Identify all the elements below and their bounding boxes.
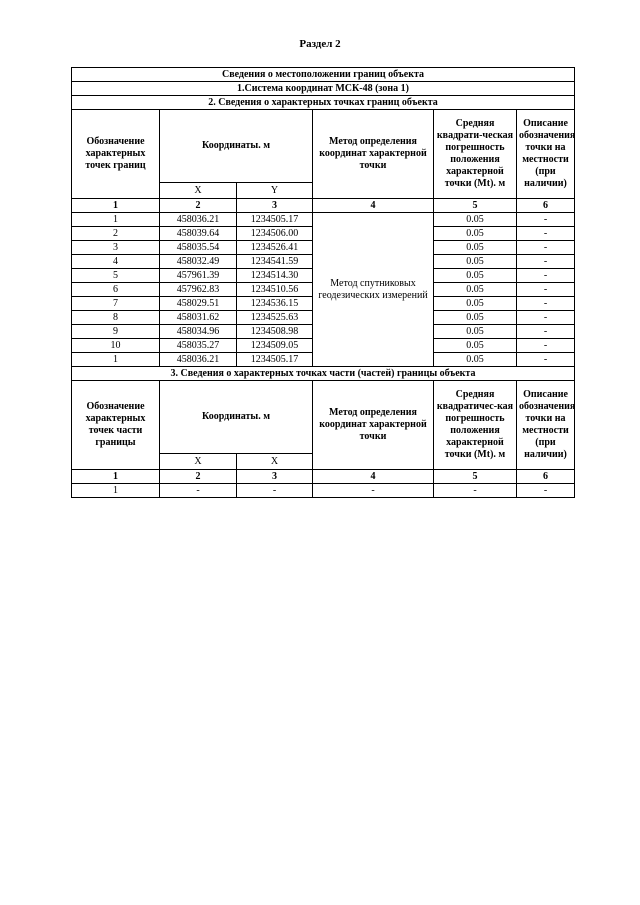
coord-y-cell: 1234514.30 xyxy=(237,269,313,283)
boundary-table xyxy=(71,67,575,498)
accuracy-cell: 0.05 xyxy=(434,297,517,311)
table-row xyxy=(72,484,575,498)
section2-header-row xyxy=(72,110,575,183)
coord-y-cell: 1234509.05 xyxy=(237,339,313,353)
index-cell: 4 xyxy=(313,470,434,484)
point-number-cell: 1 xyxy=(72,213,160,227)
header-point: Обозначение характерных точек части границы xyxy=(72,381,160,470)
description-cell: - xyxy=(517,213,575,227)
coord-x-cell: 458036.21 xyxy=(160,353,237,367)
point-number-cell: 5 xyxy=(72,269,160,283)
header-method: Метод определения координат характерной точки xyxy=(313,110,434,199)
header-accuracy: Средняя квадратичес-кая погрешность положения характерной точки (Mt). м xyxy=(434,381,517,470)
description-cell: - xyxy=(517,484,575,498)
section3-index-row xyxy=(72,470,575,484)
coord-y-cell: 1234526.41 xyxy=(237,241,313,255)
coord-x-cell: 457962.83 xyxy=(160,283,237,297)
table-title-row xyxy=(72,68,575,82)
point-number-cell: 1 xyxy=(72,484,160,498)
description-cell: - xyxy=(517,297,575,311)
table-row xyxy=(72,213,575,227)
description-cell: - xyxy=(517,255,575,269)
header-y: X xyxy=(237,454,313,470)
accuracy-cell: 0.05 xyxy=(434,241,517,255)
accuracy-cell: 0.05 xyxy=(434,325,517,339)
coord-y-cell: 1234541.59 xyxy=(237,255,313,269)
coord-x-cell: 458031.62 xyxy=(160,311,237,325)
header-accuracy: Средняя квадрати-ческая погрешность положения характерной точки (Mt). м xyxy=(434,110,517,199)
coord-x-cell: 458034.96 xyxy=(160,325,237,339)
coord-y-cell: - xyxy=(237,484,313,498)
section2-index-row xyxy=(72,199,575,213)
accuracy-cell: 0.05 xyxy=(434,283,517,297)
coord-x-cell: - xyxy=(160,484,237,498)
index-cell: 3 xyxy=(237,470,313,484)
page-heading: Раздел 2 xyxy=(299,38,341,50)
description-cell: - xyxy=(517,339,575,353)
coord-x-cell: 458039.64 xyxy=(160,227,237,241)
description-cell: - xyxy=(517,283,575,297)
accuracy-cell: 0.05 xyxy=(434,269,517,283)
accuracy-cell: - xyxy=(434,484,517,498)
header-method: Метод определения координат характерной точки xyxy=(313,381,434,470)
point-number-cell: 4 xyxy=(72,255,160,269)
index-cell: 1 xyxy=(72,470,160,484)
accuracy-cell: 0.05 xyxy=(434,213,517,227)
coordinate-system-label: 1.Система координат МСК-48 (зона 1) xyxy=(72,82,575,96)
coord-x-cell: 458035.54 xyxy=(160,241,237,255)
section1-row xyxy=(72,82,575,96)
header-x: X xyxy=(160,454,237,470)
table-title: Сведения о местоположении границ объекта xyxy=(72,68,575,82)
header-point: Обозначение характерных точек границ xyxy=(72,110,160,199)
header-coords: Координаты. м xyxy=(160,381,313,454)
coord-x-cell: 458029.51 xyxy=(160,297,237,311)
coord-y-cell: 1234508.98 xyxy=(237,325,313,339)
coord-x-cell: 458035.27 xyxy=(160,339,237,353)
header-description: Описание обозначения точки на местности (при наличии) xyxy=(517,381,575,470)
header-description: Описание обозначения точки на местности (при наличии) xyxy=(517,110,575,199)
index-cell: 4 xyxy=(313,199,434,213)
coord-y-cell: 1234505.17 xyxy=(237,213,313,227)
index-cell: 2 xyxy=(160,470,237,484)
index-cell: 6 xyxy=(517,470,575,484)
section2-label: 2. Сведения о характерных точках границ объекта xyxy=(72,96,575,110)
coord-y-cell: 1234525.63 xyxy=(237,311,313,325)
coord-y-cell: 1234536.15 xyxy=(237,297,313,311)
accuracy-cell: 0.05 xyxy=(434,311,517,325)
point-number-cell: 6 xyxy=(72,283,160,297)
accuracy-cell: 0.05 xyxy=(434,255,517,269)
method-cell: Метод спутниковых геодезических измерений xyxy=(313,213,434,367)
description-cell: - xyxy=(517,325,575,339)
description-cell: - xyxy=(517,353,575,367)
point-number-cell: 3 xyxy=(72,241,160,255)
description-cell: - xyxy=(517,269,575,283)
description-cell: - xyxy=(517,227,575,241)
header-y: Y xyxy=(237,183,313,199)
coord-x-cell: 458032.49 xyxy=(160,255,237,269)
index-cell: 5 xyxy=(434,199,517,213)
method-cell: - xyxy=(313,484,434,498)
coord-y-cell: 1234506.00 xyxy=(237,227,313,241)
header-coords: Координаты. м xyxy=(160,110,313,183)
point-number-cell: 2 xyxy=(72,227,160,241)
section3-header-row xyxy=(72,381,575,454)
section3-row xyxy=(72,367,575,381)
index-cell: 5 xyxy=(434,470,517,484)
index-cell: 1 xyxy=(72,199,160,213)
accuracy-cell: 0.05 xyxy=(434,353,517,367)
header-x: X xyxy=(160,183,237,199)
coord-x-cell: 457961.39 xyxy=(160,269,237,283)
section2-row xyxy=(72,96,575,110)
coord-y-cell: 1234505.17 xyxy=(237,353,313,367)
accuracy-cell: 0.05 xyxy=(434,339,517,353)
point-number-cell: 10 xyxy=(72,339,160,353)
description-cell: - xyxy=(517,241,575,255)
accuracy-cell: 0.05 xyxy=(434,227,517,241)
index-cell: 6 xyxy=(517,199,575,213)
description-cell: - xyxy=(517,311,575,325)
point-number-cell: 9 xyxy=(72,325,160,339)
section3-label: 3. Сведения о характерных точках части (частей) границы объекта xyxy=(72,367,575,381)
index-cell: 2 xyxy=(160,199,237,213)
point-number-cell: 7 xyxy=(72,297,160,311)
coord-x-cell: 458036.21 xyxy=(160,213,237,227)
coord-y-cell: 1234510.56 xyxy=(237,283,313,297)
point-number-cell: 8 xyxy=(72,311,160,325)
index-cell: 3 xyxy=(237,199,313,213)
point-number-cell: 1 xyxy=(72,353,160,367)
